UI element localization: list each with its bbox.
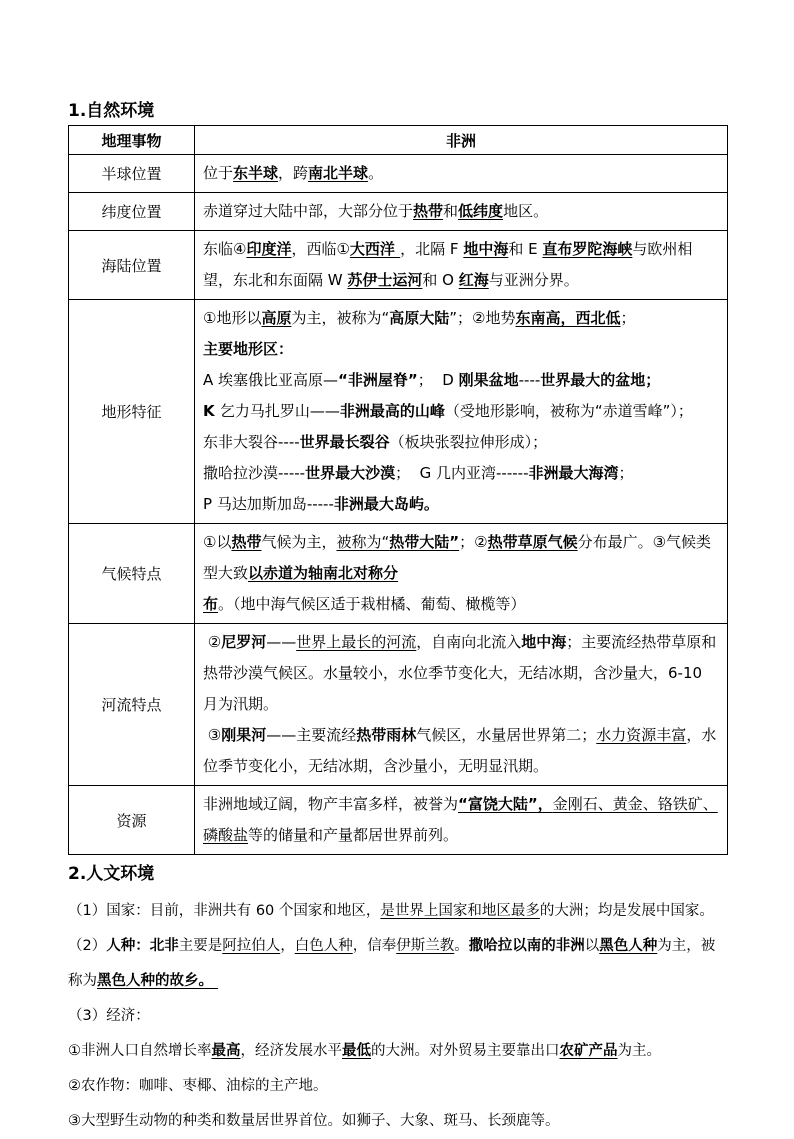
section2-title: 2.人文环境 bbox=[68, 864, 155, 884]
text-segment: ，北隔 F bbox=[400, 240, 464, 258]
content-paragraph bbox=[203, 789, 719, 851]
text-segment: 东非大裂谷---- bbox=[203, 433, 300, 451]
content-paragraph bbox=[203, 627, 719, 720]
geography-table bbox=[68, 125, 728, 855]
text-segment: 是世界上国家和地区最多 bbox=[380, 903, 540, 919]
row-label: 气候特点 bbox=[69, 524, 195, 624]
text-segment: 被称为“ bbox=[336, 533, 390, 551]
text-segment: 撒哈拉以南的非洲 bbox=[468, 938, 585, 954]
header-cell-feature: 地理事物 bbox=[69, 126, 195, 155]
text-segment: 世界最长裂谷 bbox=[299, 433, 390, 451]
content-paragraph bbox=[203, 427, 719, 458]
text-segment: ，自南向北流入 bbox=[416, 633, 522, 651]
text-segment: ——主要流经 bbox=[266, 726, 357, 744]
text-segment: 主要是 bbox=[178, 938, 223, 954]
content-paragraph bbox=[203, 527, 719, 620]
body-paragraph bbox=[68, 1069, 728, 1104]
text-segment: ” bbox=[449, 533, 460, 551]
text-segment: ② bbox=[203, 633, 222, 651]
content-paragraph bbox=[203, 396, 719, 427]
text-segment: ①以 bbox=[203, 533, 232, 551]
row-content bbox=[195, 300, 728, 524]
table-header-row bbox=[69, 126, 728, 155]
row-content bbox=[195, 524, 728, 624]
text-segment: 和 E bbox=[508, 240, 543, 258]
text-segment: ，经济发展水平 bbox=[240, 1043, 342, 1059]
text-segment: P 马达加斯加岛----- bbox=[203, 495, 334, 513]
text-segment: ，信奉 bbox=[352, 938, 397, 954]
row-label: 河流特点 bbox=[69, 624, 195, 786]
text-segment: 地中海 bbox=[463, 240, 509, 258]
text-segment: 热带雨林 bbox=[356, 726, 417, 744]
text-segment: 东临④ bbox=[203, 240, 247, 258]
text-segment: 北非 bbox=[149, 938, 179, 954]
content-paragraph bbox=[203, 720, 719, 782]
table-row bbox=[69, 300, 728, 524]
row-content bbox=[195, 786, 728, 855]
text-segment: （3）经济： bbox=[68, 1008, 150, 1024]
text-segment: （受地形影响，被称为“赤道雪峰”）； bbox=[444, 402, 693, 420]
body-paragraph bbox=[68, 999, 728, 1034]
text-segment: 水力资源丰富 bbox=[596, 726, 687, 744]
human-section-paragraphs bbox=[68, 894, 728, 1139]
text-segment: ；主要流经热带草原和热带沙漠气候区。水量较小，水位季节变化大，无结冰期，含沙量大，6-10 月为汛期。 bbox=[203, 633, 717, 713]
text-segment: 热带大陆 bbox=[389, 533, 450, 551]
content-paragraph bbox=[203, 489, 719, 520]
text-segment: 位于 bbox=[203, 164, 234, 182]
text-segment: ①地形以 bbox=[203, 309, 262, 327]
text-segment: 最低 bbox=[342, 1043, 371, 1059]
text-segment: 撒哈拉沙漠----- bbox=[203, 464, 306, 482]
content-paragraph bbox=[203, 303, 719, 334]
text-segment: 高原大陆 bbox=[389, 309, 450, 327]
geography-table-body bbox=[69, 155, 728, 855]
table-row bbox=[69, 193, 728, 231]
text-segment: “富饶大陆”， bbox=[458, 795, 553, 813]
text-segment: 人种： bbox=[106, 938, 150, 954]
content-paragraph bbox=[203, 196, 719, 227]
text-segment: ③ bbox=[203, 726, 222, 744]
text-segment: 非洲地域辽阔，物产丰富多样，被誉为 bbox=[203, 795, 459, 813]
text-segment: （1）国家：目前，非洲共有 60 个国家和地区， bbox=[68, 903, 381, 919]
text-segment: 世界上最长的河流 bbox=[296, 633, 417, 651]
text-segment: ，西临① bbox=[291, 240, 350, 258]
text-segment: 的大洲。对外贸易主要靠出口 bbox=[371, 1043, 560, 1059]
table-row bbox=[69, 155, 728, 193]
text-segment: ； D bbox=[417, 371, 459, 389]
text-segment: 印度洋 bbox=[246, 240, 292, 258]
row-label: 资源 bbox=[69, 786, 195, 855]
row-content bbox=[195, 155, 728, 193]
text-segment: 世界最大的盆地； bbox=[540, 371, 661, 389]
text-segment: 尼罗河 bbox=[221, 633, 267, 651]
text-segment: 伊斯兰教 bbox=[396, 938, 455, 954]
text-segment: 。（地中海气候区适于栽柑橘、葡萄、橄榄等） bbox=[218, 595, 526, 613]
text-segment: 乞力马扎罗山—— bbox=[219, 402, 340, 420]
text-segment: 为主，被称为“ bbox=[291, 309, 390, 327]
content-paragraph bbox=[203, 334, 719, 365]
text-segment: 红海 bbox=[458, 271, 489, 289]
text-segment: 刚果盆地 bbox=[458, 371, 519, 389]
text-segment: 和 O bbox=[422, 271, 459, 289]
text-segment: 白色人种 bbox=[294, 938, 353, 954]
text-segment: 。 bbox=[454, 938, 469, 954]
text-segment: ； G 几内亚湾------ bbox=[395, 464, 529, 482]
content-paragraph bbox=[203, 458, 719, 489]
text-segment: 以赤道为轴南北对称分布 bbox=[203, 564, 399, 613]
text-segment: 地中海 bbox=[521, 633, 567, 651]
text-segment: 最高 bbox=[211, 1043, 241, 1059]
text-segment: 黑色人种的故乡。 bbox=[97, 973, 219, 989]
text-segment: 赤道穿过大陆中部，大部分位于 bbox=[203, 202, 414, 220]
text-segment: 阿拉伯人 bbox=[222, 938, 281, 954]
text-segment: ；② bbox=[459, 533, 488, 551]
text-segment: 气候区，水量居世界第二； bbox=[416, 726, 597, 744]
text-segment: 非洲最高的山峰 bbox=[339, 402, 445, 420]
body-paragraph bbox=[68, 1034, 728, 1069]
header-cell-africa: 非洲 bbox=[195, 126, 728, 155]
text-segment: ②农作物：咖啡、枣椰、油棕的主产地。 bbox=[68, 1078, 328, 1094]
text-segment: 的大洲；均是发展中国家。 bbox=[539, 903, 714, 919]
text-segment: ，跨 bbox=[278, 164, 309, 182]
text-segment: 热带 bbox=[413, 202, 444, 220]
text-segment: 为主，被称为 bbox=[68, 938, 716, 989]
text-segment: ③大型野生动物的种类和数量居世界首位。如狮子、大象、斑马、长颈鹿等。 bbox=[68, 1113, 560, 1129]
text-segment: 非洲最大海湾 bbox=[528, 464, 619, 482]
text-segment: 苏伊士运河 bbox=[347, 271, 423, 289]
table-row bbox=[69, 231, 728, 300]
text-segment: ； bbox=[618, 464, 634, 482]
text-segment: ，水位季节变化小，无结冰期，含沙量小，无明显汛期。 bbox=[203, 726, 717, 775]
text-segment: ； bbox=[620, 309, 636, 327]
text-segment: 等的储量和产量都居世界前列。 bbox=[248, 826, 459, 844]
text-segment: 直布罗陀海峡 bbox=[542, 240, 633, 258]
row-content bbox=[195, 193, 728, 231]
text-segment: ， bbox=[280, 938, 295, 954]
text-segment: 低纬度 bbox=[458, 202, 504, 220]
text-segment: 刚果河 bbox=[221, 726, 267, 744]
body-paragraph bbox=[68, 894, 728, 929]
text-segment: ”；②地势 bbox=[449, 309, 516, 327]
row-content bbox=[195, 624, 728, 786]
text-segment: ---- bbox=[518, 371, 541, 389]
text-segment: 为主。 bbox=[617, 1043, 661, 1059]
text-segment: —— bbox=[266, 633, 297, 651]
text-segment: 东南高，西北低 bbox=[515, 309, 621, 327]
text-segment: A 埃塞俄比亚高原— bbox=[203, 371, 339, 389]
text-segment: 主要地形区： bbox=[203, 340, 294, 358]
text-segment: 大西洋 bbox=[349, 240, 401, 258]
row-content bbox=[195, 231, 728, 300]
row-label: 纬度位置 bbox=[69, 193, 195, 231]
text-segment: （2） bbox=[68, 938, 107, 954]
text-segment: 与欧州相望，东北和东面隔 W bbox=[203, 240, 693, 289]
text-segment: ①非洲人口自然增长率 bbox=[68, 1043, 212, 1059]
text-segment: 以 bbox=[584, 938, 600, 954]
table-row bbox=[69, 786, 728, 855]
text-segment: 地区。 bbox=[503, 202, 549, 220]
section1-title: 1.自然环境 bbox=[68, 101, 155, 121]
content-paragraph bbox=[203, 234, 719, 296]
text-segment: 农矿产品 bbox=[559, 1043, 618, 1059]
text-segment: 分布最广。③气候类型大致 bbox=[203, 533, 712, 582]
text-segment: 气候为主， bbox=[261, 533, 337, 551]
text-segment: （板块张裂拉伸形成）； bbox=[389, 433, 548, 451]
row-label: 海陆位置 bbox=[69, 231, 195, 300]
text-segment: 与亚洲分界。 bbox=[488, 271, 579, 289]
body-paragraph bbox=[68, 929, 728, 999]
text-segment: 高原 bbox=[261, 309, 292, 327]
content-paragraph bbox=[203, 365, 719, 396]
table-row bbox=[69, 524, 728, 624]
text-segment: 和 bbox=[443, 202, 459, 220]
text-segment: K bbox=[203, 402, 220, 420]
table-row bbox=[69, 624, 728, 786]
text-segment: 热带草原气候 bbox=[487, 533, 578, 551]
text-segment: 黑色人种 bbox=[599, 938, 658, 954]
body-paragraph bbox=[68, 1104, 728, 1139]
text-segment: 非洲最大岛屿。 bbox=[333, 495, 439, 513]
text-segment: 世界最大沙漠 bbox=[305, 464, 396, 482]
content-paragraph bbox=[203, 158, 719, 189]
row-label: 地形特征 bbox=[69, 300, 195, 524]
text-segment: 。 bbox=[368, 164, 384, 182]
text-segment: 金刚石、黄金、铬铁矿、磷酸盐 bbox=[203, 795, 718, 844]
row-label: 半球位置 bbox=[69, 155, 195, 193]
text-segment: 热带 bbox=[231, 533, 262, 551]
text-segment: “非洲屋脊” bbox=[338, 371, 418, 389]
text-segment: 东半球 bbox=[233, 164, 279, 182]
text-segment: 南北半球 bbox=[308, 164, 369, 182]
